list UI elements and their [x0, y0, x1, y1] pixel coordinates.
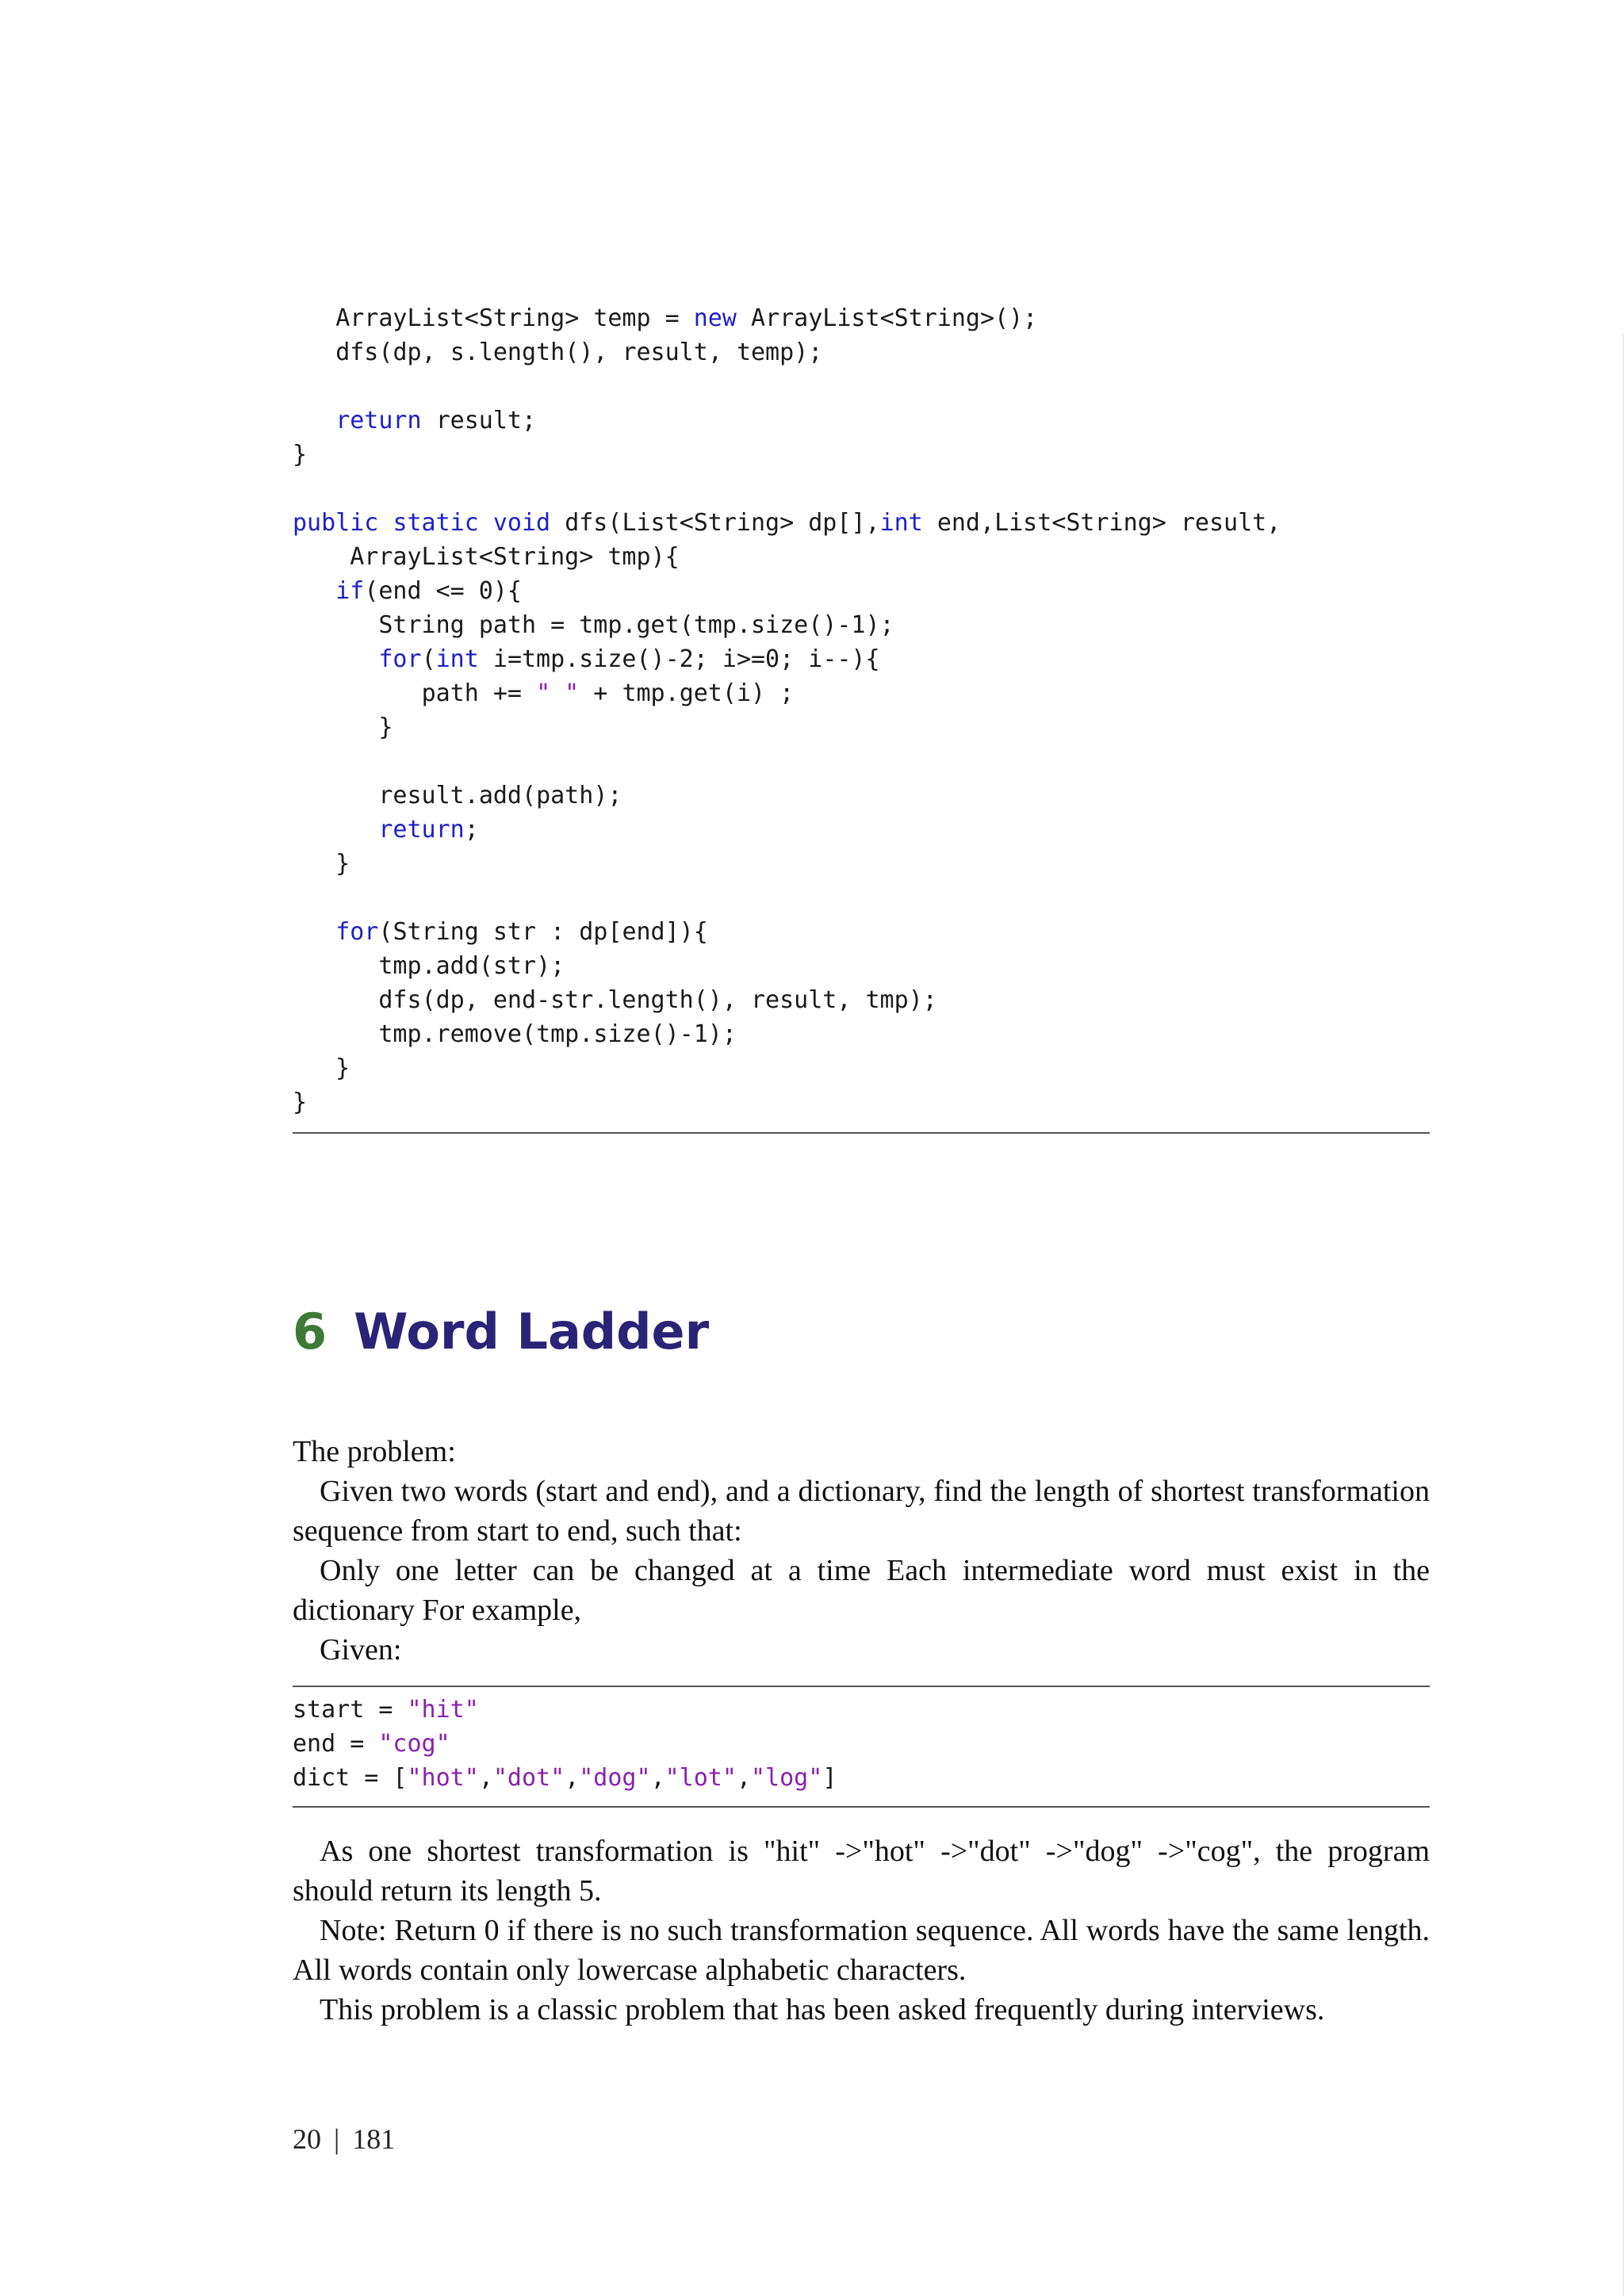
- paragraph-classic: This problem is a classic problem that has been asked frequently during interviews.: [320, 1993, 1325, 2026]
- code-line: }: [293, 1089, 308, 1116]
- paragraph-problem-label: The problem:: [293, 1435, 456, 1468]
- paragraph-constraints: Only one letter can be changed at a time Each intermediate word must exist in the dictionary For example,: [293, 1554, 1430, 1627]
- paragraph-given: Given:: [320, 1633, 402, 1667]
- code-line: tmp.add(str);: [378, 952, 565, 980]
- example-top-rule: [293, 1686, 1430, 1687]
- section-title: Word Ladder: [354, 1303, 710, 1360]
- code-block-example: [293, 1693, 837, 1795]
- page-number: 20: [293, 2123, 321, 2155]
- code-line: dfs(dp, s.length(), result, temp);: [335, 339, 823, 366]
- section-heading: [293, 1300, 709, 1364]
- code-line: if(end <= 0){: [335, 577, 522, 605]
- code-line: return;: [378, 816, 479, 844]
- code-line: for(int i=tmp.size()-2; i>=0; i--){: [378, 645, 880, 673]
- code-line: ArrayList<String> tmp){: [350, 543, 680, 571]
- code-line: public static void dfs(List<String> dp[],int end,List<String> result,: [293, 509, 1281, 537]
- footer-separator: |: [334, 2123, 340, 2155]
- code-line: [293, 744, 1281, 779]
- paragraph-shortest-example: As one shortest transformation is "hit" ->"hot" ->"dot" ->"dog" ->"cog", the program should return its length 5.: [293, 1835, 1430, 1908]
- page-footer: [293, 2122, 395, 2156]
- solution-notes: [293, 1831, 1430, 2030]
- code-line: }: [293, 441, 308, 469]
- paragraph-note: Note: Return 0 if there is no such transformation sequence. All words have the same length. All words contain only lowercase alphabetic characters.: [293, 1914, 1430, 1987]
- code-line: [293, 881, 1281, 915]
- code-line: }: [293, 850, 350, 878]
- code-block-dfs: [293, 301, 1281, 1119]
- problem-description: [293, 1432, 1430, 1670]
- code-line: [293, 472, 1281, 506]
- code-line: path += " " + tmp.get(i) ;: [421, 679, 795, 707]
- code-line: tmp.remove(tmp.size()-1);: [378, 1020, 737, 1048]
- paragraph-problem-statement: Given two words (start and end), and a dictionary, find the length of shortest transformation sequence from start to end, such that:: [293, 1475, 1430, 1548]
- code-line: dfs(dp, end-str.length(), result, tmp);: [378, 986, 937, 1014]
- code-line: result.add(path);: [378, 782, 622, 809]
- code-line: }: [293, 714, 393, 741]
- example-code-line: dict = ["hot","dot","dog","lot","log"]: [293, 1764, 837, 1792]
- code-line: [293, 369, 1281, 404]
- code-line: }: [293, 1054, 350, 1082]
- code-line: ArrayList<String> temp = new ArrayList<String>();: [335, 304, 1038, 332]
- example-code-line: end = "cog": [293, 1730, 450, 1758]
- section-number: 6: [293, 1303, 327, 1360]
- example-bottom-rule: [293, 1806, 1430, 1808]
- code-line: return result;: [335, 407, 537, 434]
- total-pages: 181: [352, 2123, 396, 2155]
- code-line: String path = tmp.get(tmp.size()-1);: [378, 611, 894, 639]
- example-code-line: start = "hit": [293, 1696, 479, 1724]
- code-line: for(String str : dp[end]){: [335, 918, 708, 946]
- code-block-bottom-rule: [293, 1132, 1430, 1134]
